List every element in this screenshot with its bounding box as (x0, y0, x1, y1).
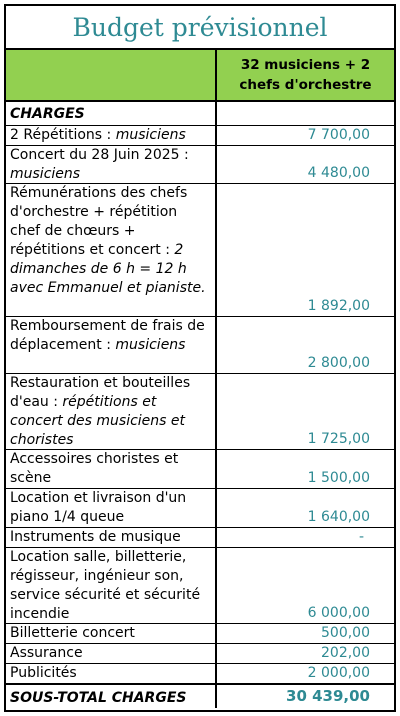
row-value: 1 892,00 (307, 298, 370, 314)
row-value: 2 000,00 (307, 665, 370, 681)
page-title: Budget prévisionnel (6, 6, 394, 50)
row-label (6, 374, 217, 449)
table-row (6, 528, 394, 548)
row-label-text: Restauration et bouteilles d'eau : (10, 375, 191, 410)
row-label-text: Location et livraison d'un piano 1/4 queue (10, 490, 187, 525)
row-value: 500,00 (321, 625, 370, 641)
section-value (217, 102, 394, 125)
row-label-text: Accessoires choristes et scène (10, 451, 179, 486)
table-row (6, 374, 394, 450)
table-row (6, 664, 394, 684)
row-label-text: Location salle, billetterie, régisseur, ingénieur son, service sécurité et sécurité incendie (10, 549, 201, 622)
row-label (6, 624, 217, 643)
row-value: 4 480,00 (307, 165, 370, 181)
row-label (6, 450, 217, 488)
total-row (6, 684, 394, 708)
row-label (6, 664, 217, 683)
row-label (6, 644, 217, 663)
row-label (6, 184, 217, 316)
row-value: 202,00 (321, 645, 370, 661)
row-value: 1 725,00 (307, 431, 370, 447)
table-row (6, 548, 394, 624)
row-value: 6 000,00 (307, 605, 370, 621)
total-label: SOUS-TOTAL CHARGES (6, 685, 217, 708)
row-label (6, 489, 217, 527)
section-row (6, 102, 394, 126)
table-row (6, 126, 394, 146)
row-label-italic: musiciens (10, 166, 81, 182)
row-value: - (358, 529, 364, 545)
row-value: 7 700,00 (307, 127, 370, 143)
column-header: 32 musiciens + 2 chefs d'orchestre (239, 57, 372, 93)
row-label (6, 126, 217, 145)
budget-table (4, 4, 396, 712)
row-label-text: Remboursement de frais de déplacement : (10, 318, 205, 353)
row-label (6, 548, 217, 623)
table-row (6, 184, 394, 317)
row-label-text: Billetterie concert (10, 625, 135, 641)
table-row (6, 489, 394, 528)
table-row (6, 450, 394, 489)
table-row (6, 146, 394, 184)
table-row (6, 317, 394, 374)
row-label (6, 528, 217, 547)
table-row (6, 644, 394, 664)
row-value: 2 800,00 (307, 355, 370, 371)
row-label (6, 317, 217, 373)
total-value: 30 439,00 (286, 687, 370, 705)
row-label-italic: 2 dimanches de 6 h = 12 h avec Emmanuel et pianiste. (10, 242, 206, 296)
table-header (6, 50, 394, 102)
row-value: 1 640,00 (307, 509, 370, 525)
row-label-text: 2 Répétitions : (10, 127, 116, 143)
row-label-italic: musiciens (115, 337, 186, 353)
header-label-cell (6, 50, 217, 100)
row-label-text: Instruments de musique (10, 529, 181, 545)
row-label-text: Publicités (10, 665, 77, 681)
table-row (6, 624, 394, 644)
row-label-italic: répétitions et concert des musiciens et choristes (10, 394, 185, 448)
row-value: 1 500,00 (307, 470, 370, 486)
row-label-text: Assurance (10, 645, 83, 661)
row-label-text: Rémunérations des chefs d'orchestre + répétition chef de chœurs + répétitions et concert : (10, 185, 188, 258)
row-label-text: Concert du 28 Juin 2025 : (10, 147, 189, 163)
row-label-italic: musiciens (115, 127, 186, 143)
section-label: CHARGES (6, 102, 217, 125)
row-label (6, 146, 217, 183)
